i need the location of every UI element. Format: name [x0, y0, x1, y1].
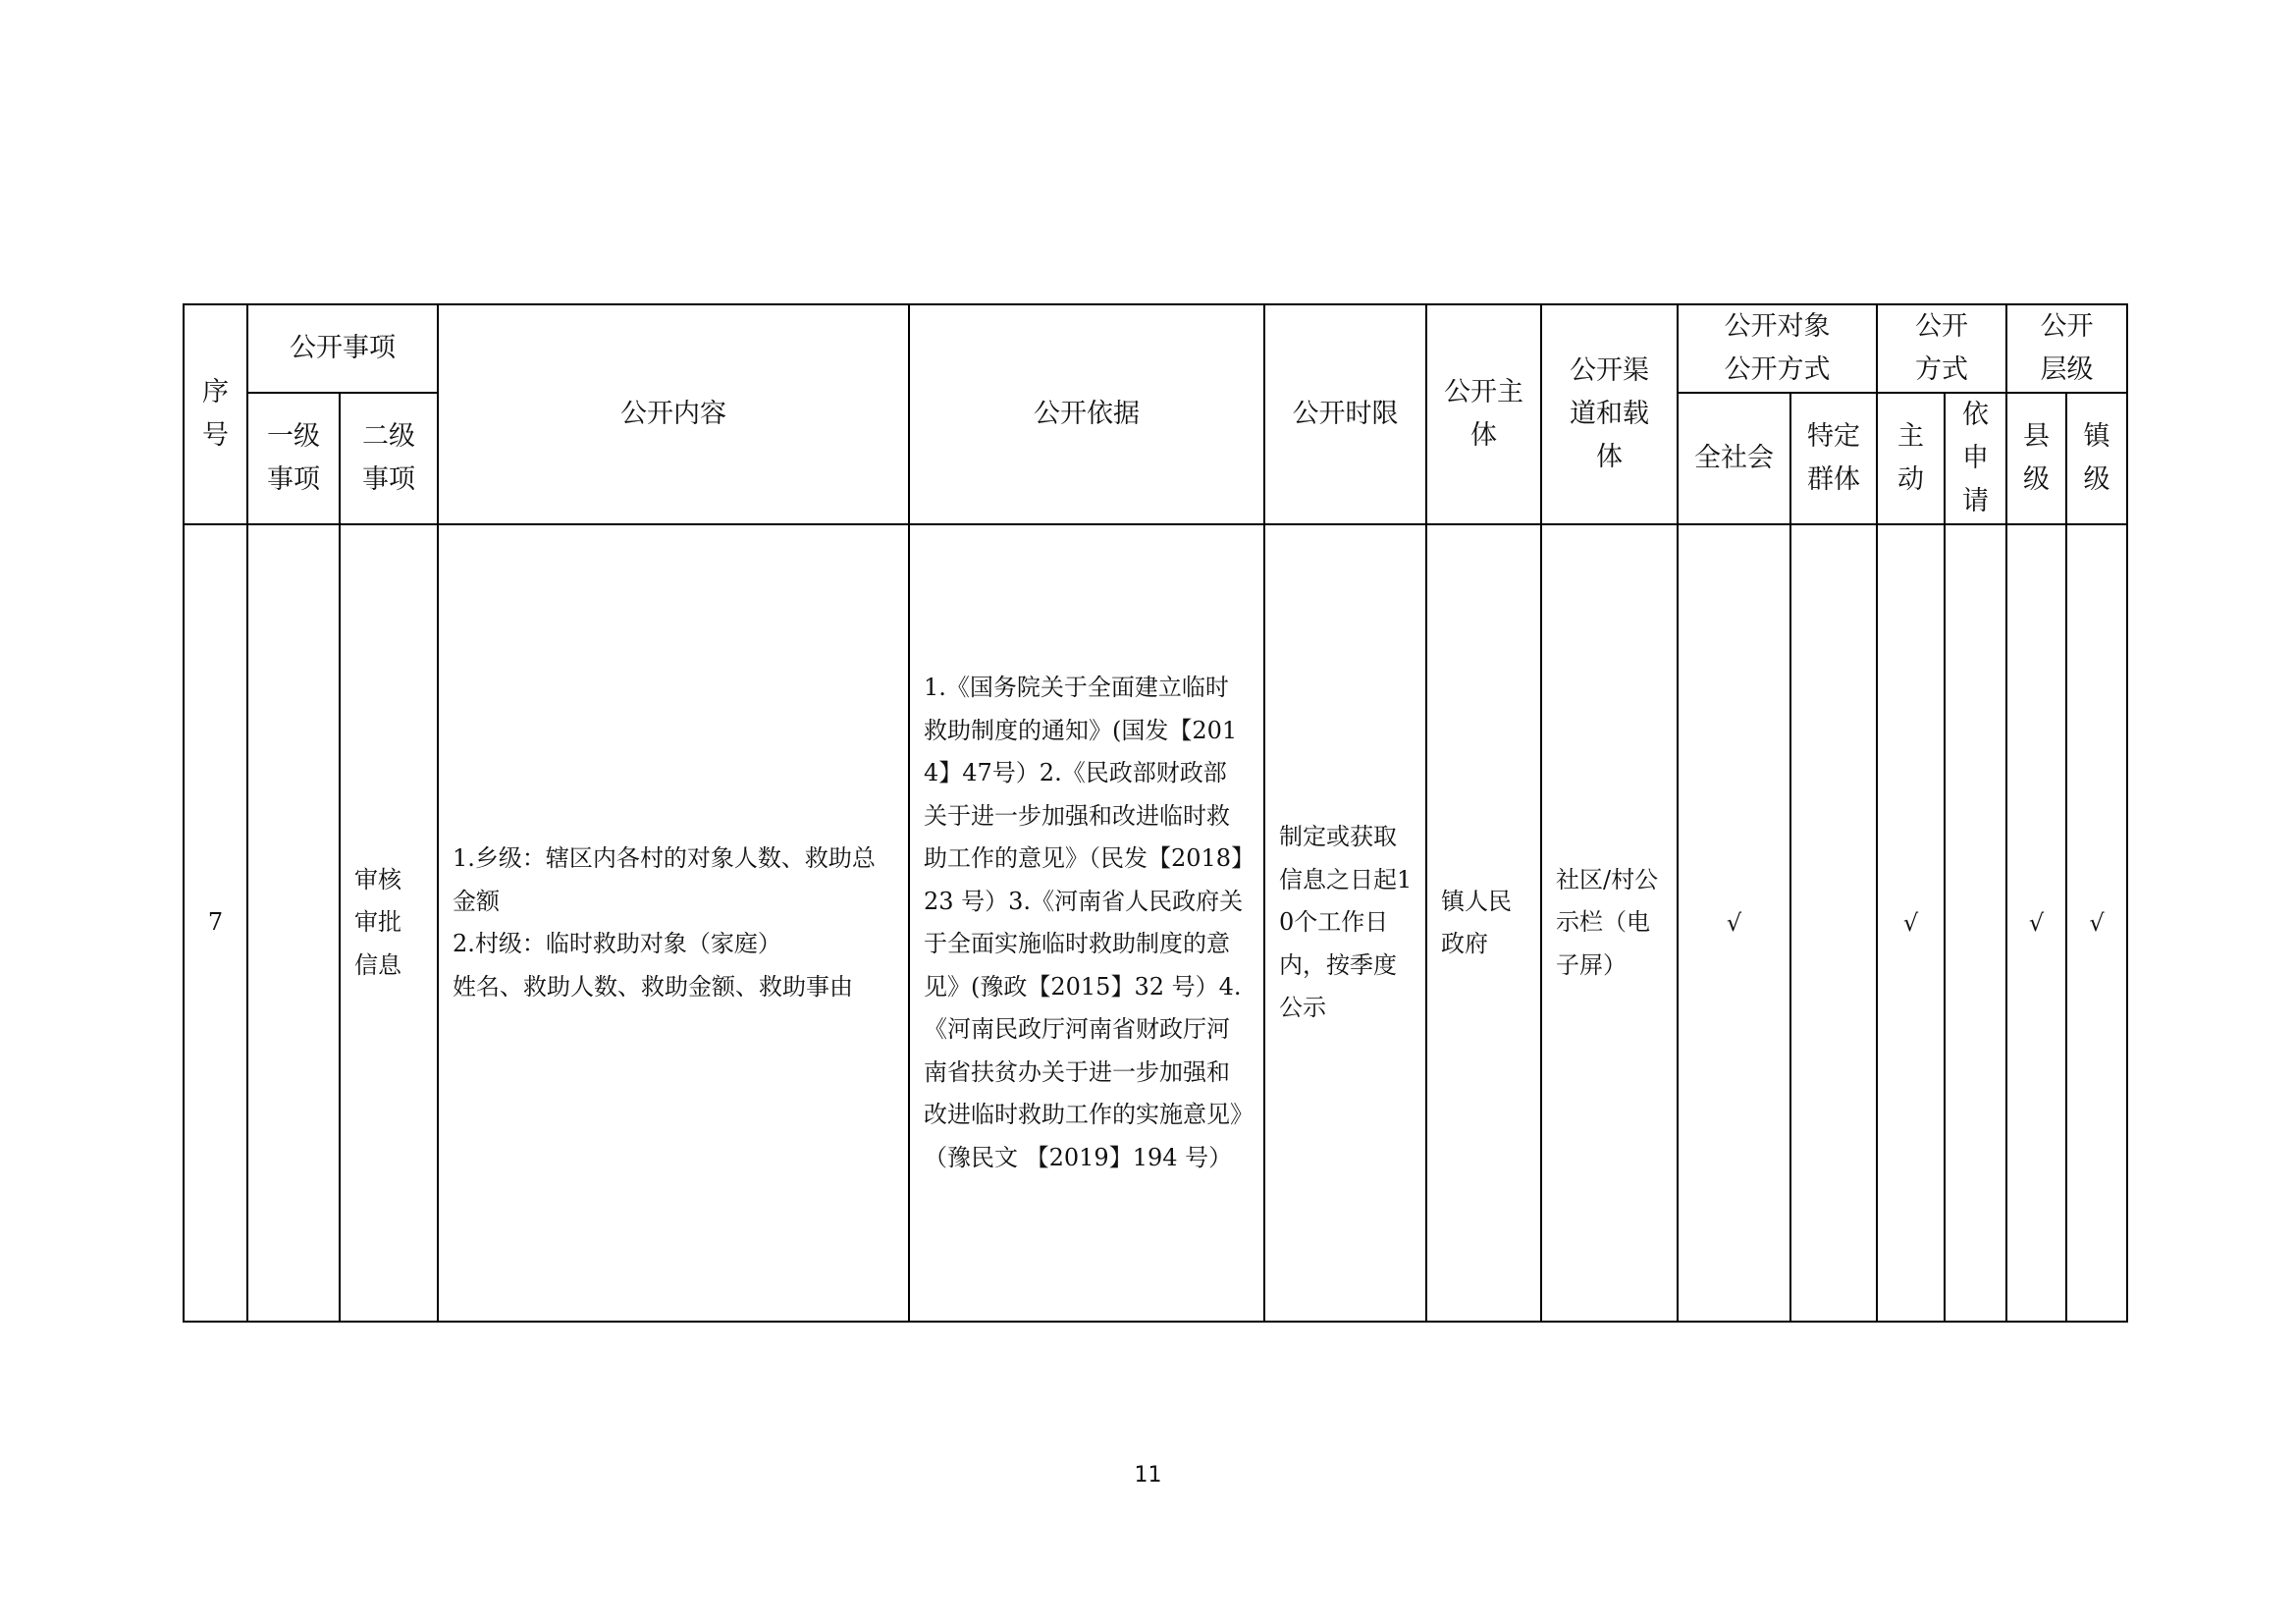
header-subject: 公开主体: [1426, 304, 1541, 524]
header-target-all: 全社会: [1678, 393, 1790, 524]
header-content: 公开内容: [438, 304, 909, 524]
header-item-level2: 二级事项: [340, 393, 438, 524]
header-row-1: [184, 304, 2127, 393]
cell-mode-apply: [1945, 524, 2006, 1322]
content-line: 2.村级：临时救助对象（家庭）: [453, 930, 781, 957]
header-level-town: 镇级: [2066, 393, 2127, 524]
header-item: 公开事项: [247, 304, 438, 393]
cell-target-specific: [1790, 524, 1877, 1322]
cell-time-limit: 制定或获取信息之日起10个工作日内，按季度公示: [1264, 524, 1426, 1322]
cell-mode-active: √: [1877, 524, 1945, 1322]
header-channel: 公开渠道和载体: [1541, 304, 1678, 524]
header-item-level1: 一级事项: [247, 393, 340, 524]
cell-level-county: √: [2006, 524, 2066, 1322]
cell-item-level2: 审核审批信息: [340, 524, 438, 1322]
header-target-specific: 特定群体: [1790, 393, 1877, 524]
cell-content: [438, 524, 909, 1322]
disclosure-table: [183, 303, 2128, 1323]
cell-subject: 镇人民政府: [1426, 524, 1541, 1322]
cell-level-town: √: [2066, 524, 2127, 1322]
cell-target-all: √: [1678, 524, 1790, 1322]
header-seq: 序号: [184, 304, 247, 524]
header-basis: 公开依据: [909, 304, 1264, 524]
cell-basis: 1.《国务院关于全面建立临时救助制度的通知》(国发【2014】47号）2.《民政部财政部关于进一步加强和改进临时救助工作的意见》（民发【2018】23 号）3.《河南省人民政府关于全面实施临时救助制度的意见》(豫政【2015】32 号）4.《河南民政厅河南省财政厅河南省扶贫办关于进一步加强和改进临时救助工作的实施意见》（豫民文 【2019】194 号）: [909, 524, 1264, 1322]
header-time-limit: 公开时限: [1264, 304, 1426, 524]
page-number: 11: [1134, 1463, 1162, 1488]
table-row: [184, 524, 2127, 1322]
cell-item-level1: [247, 524, 340, 1322]
header-mode: 公开方式: [1877, 304, 2006, 393]
header-level: 公开层级: [2006, 304, 2127, 393]
cell-seq: 7: [184, 524, 247, 1322]
header-level-county: 县级: [2006, 393, 2066, 524]
content-line: 姓名、救助人数、救助金额、救助事由: [453, 972, 853, 1001]
header-mode-active: 主动: [1877, 393, 1945, 524]
header-mode-apply: 依申请: [1945, 393, 2006, 524]
header-target: 公开对象公开方式: [1678, 304, 1877, 393]
cell-channel: 社区/村公示栏（电子屏）: [1541, 524, 1678, 1322]
content-line: 1.乡级：辖区内各村的对象人数、救助总金额: [453, 844, 876, 915]
